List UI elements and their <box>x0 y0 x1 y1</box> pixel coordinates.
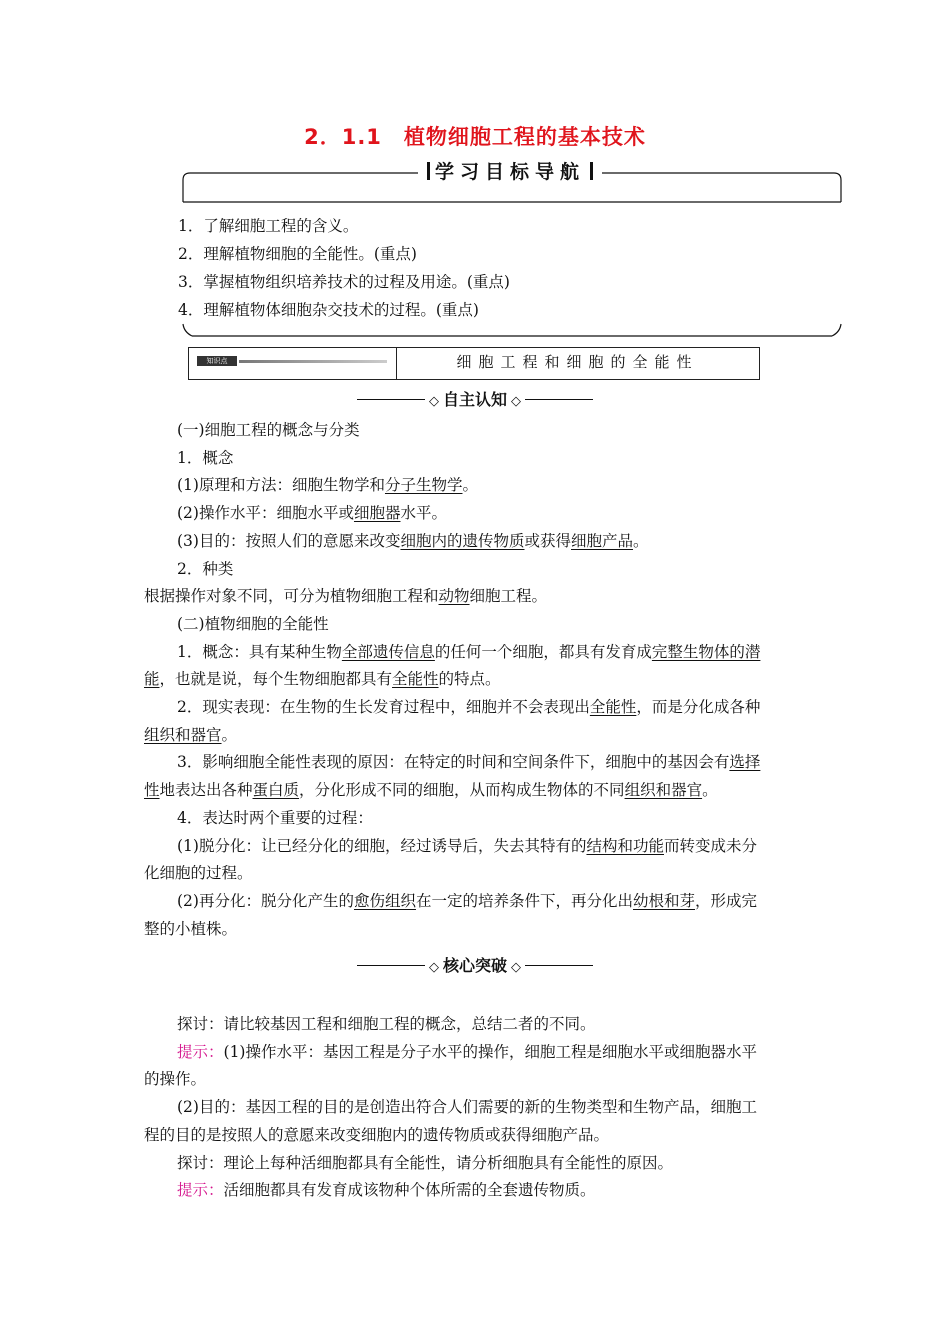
answer-blank: 完整生物体的潜 <box>651 642 761 661</box>
paragraph: 2．现实表现：在生物的生长发育过程中，细胞并不会表现出全能性，而是分化成各种 <box>177 698 761 717</box>
core-content <box>144 1011 808 1205</box>
diamond-icon: ◇ <box>511 394 521 409</box>
objectives-heading <box>420 157 600 184</box>
answer-blank: 选择 <box>729 753 761 772</box>
answer-blank: 蛋白质 <box>252 781 300 800</box>
answer-blank: 结构和功能 <box>586 836 664 855</box>
page-title: 2．1.1 植物细胞工程的基本技术 <box>304 125 646 149</box>
subheading: 2．种类 <box>177 559 234 578</box>
paragraph: 能，也就是说，每个生物细胞都具有全能性的特点。 <box>144 670 501 689</box>
hint-continued: 程的目的是按照人的意愿来改变细胞内的遗传物质或获得细胞产品。 <box>144 1125 610 1144</box>
hint-label: 提示： <box>177 1042 224 1061</box>
paragraph: 组织和器官。 <box>144 725 238 744</box>
paragraph: (1)脱分化：让已经分化的细胞，经过诱导后，失去其特有的结构和功能而转变成未分 <box>177 836 757 855</box>
answer-blank: 细胞产品 <box>571 531 634 550</box>
hint-label: 提示： <box>177 1181 224 1200</box>
answer-blank: 动物 <box>438 587 470 606</box>
discussion-question: 探讨：理论上每种活细胞都具有全能性，请分析细胞具有全能性的原因。 <box>177 1153 674 1172</box>
paragraph: 1．概念：具有某种生物全部遗传信息的任何一个细胞，都具有发育成完整生物体的潜 <box>177 642 761 661</box>
diamond-icon: ◇ <box>428 394 439 409</box>
answer-blank: 组织和器官 <box>624 781 703 800</box>
hint: (2)目的：基因工程的目的是创造出符合人们需要的新的生物类型和生物产品，细胞工 <box>177 1098 757 1117</box>
paragraph: (2)再分化：脱分化产生的愈伤组织在一定的培养条件下，再分化出幼根和芽，形成完 <box>177 891 758 910</box>
paragraph: (1)原理和方法：细胞生物学和分子生物学。 <box>177 476 478 495</box>
answer-blank: 全能性 <box>589 698 637 717</box>
subheading: (一)细胞工程的概念与分类 <box>177 421 360 439</box>
answer-blank: 细胞器 <box>353 504 401 523</box>
paragraph: 根据操作对象不同，可分为植物细胞工程和动物细胞工程。 <box>144 587 548 606</box>
knowledge-point-title: 细胞工程和细胞的全能性 <box>456 353 699 371</box>
answer-blank: 全能性 <box>392 670 439 689</box>
knowledge-point-chip: 知识点 <box>197 356 237 366</box>
answer-blank: 能 <box>144 670 160 689</box>
section-heading-text: 自主认知 <box>442 390 507 409</box>
paragraph: (2)操作水平：细胞水平或细胞器水平。 <box>177 504 447 523</box>
objective-item: 1．了解细胞工程的含义。 <box>178 217 359 235</box>
paragraph: 3．影响细胞全能性表现的原因：在特定的时间和空间条件下，细胞中的基因会有选择 <box>177 753 761 772</box>
answer-blank: 全部遗传信息 <box>341 642 435 661</box>
self-study-content <box>144 417 808 943</box>
hint-continued: 的操作。 <box>144 1070 207 1089</box>
section-heading-self-study <box>0 387 950 410</box>
answer-blank: 细胞内的遗传物质 <box>400 531 525 550</box>
answer-blank: 愈伤组织 <box>353 891 416 910</box>
diamond-icon: ◇ <box>511 960 521 975</box>
answer-blank: 性 <box>144 781 160 800</box>
objective-item: 2．理解植物细胞的全能性。(重点) <box>178 245 417 263</box>
diamond-icon: ◇ <box>428 960 439 975</box>
answer-blank: 分子生物学 <box>384 476 463 495</box>
knowledge-point-tag <box>189 348 397 379</box>
objectives-heading-text: 学习目标导航 <box>434 161 585 183</box>
answer-blank: 幼根和芽 <box>633 891 696 910</box>
hint: 提示：活细胞都具有发育成该物种个体所需的全套遗传物质。 <box>177 1181 596 1200</box>
objectives-list <box>178 212 510 324</box>
decorative-line <box>239 360 387 363</box>
section-heading-text: 核心突破 <box>442 956 507 975</box>
objective-item: 4．理解植物体细胞杂交技术的过程。(重点) <box>178 301 479 319</box>
answer-blank: 组织和器官 <box>144 725 222 744</box>
paragraph: 化细胞的过程。 <box>144 864 253 883</box>
objective-item: 3．掌握植物组织培养技术的过程及用途。(重点) <box>178 273 510 291</box>
paragraph: 整的小植株。 <box>144 919 238 938</box>
paragraph: 4．表达时两个重要的过程： <box>177 808 373 827</box>
section-heading-core <box>0 953 950 976</box>
knowledge-point-box <box>188 347 760 380</box>
hint: 提示：(1)操作水平：基因工程是分子水平的操作，细胞工程是细胞水平或细胞器水平 <box>177 1042 757 1061</box>
subheading: (二)植物细胞的全能性 <box>177 614 329 633</box>
subheading: 1．概念 <box>177 448 234 467</box>
paragraph: 性地表达出各种蛋白质，分化形成不同的细胞，从而构成生物体的不同组织和器官。 <box>144 781 718 800</box>
discussion-question: 探讨：请比较基因工程和细胞工程的概念，总结二者的不同。 <box>177 1015 596 1033</box>
paragraph: (3)目的：按照人们的意愿来改变细胞内的遗传物质或获得细胞产品。 <box>177 531 649 550</box>
